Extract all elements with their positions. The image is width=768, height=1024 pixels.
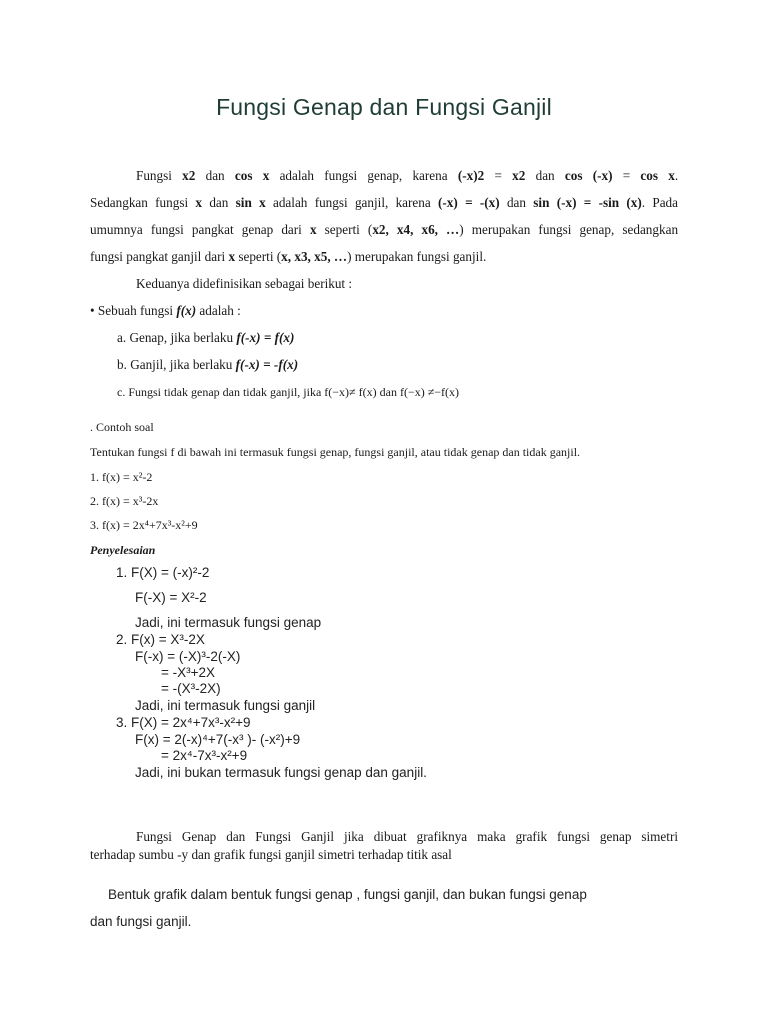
term-cosnegx: cos (-x): [564, 168, 613, 183]
intro-line-5: Keduanya didefinisikan sebagai berikut :: [136, 276, 353, 291]
intro-text: Fungsi: [136, 168, 172, 183]
term-odd-set: x, x3, x5, …: [281, 249, 348, 264]
term-even-set: x2, x4, x6, …: [372, 222, 460, 237]
term-negx2: (-x)2: [457, 168, 485, 183]
intro-text: ) merupakan fungsi genap, sedangkan: [459, 222, 679, 237]
term-fx: f(x): [176, 303, 197, 318]
solution-2-line-2: F(-x) = (-X)³-2(-X): [135, 649, 241, 664]
rule-even: f(-x) = f(x): [236, 330, 295, 345]
intro-line-1: [90, 167, 678, 185]
example-3: 3. f(x) = 2x⁴+7x³-x²+9: [90, 518, 198, 532]
rule-odd: f(-x) = -f(x): [235, 357, 299, 372]
intro-text: seperti (: [238, 249, 282, 264]
definition-bullet: [90, 302, 241, 320]
solution-3-line-2: F(x) = 2(-x)⁴+7(-x³ )- (-x²)+9: [135, 732, 301, 747]
intro-text: Sedangkan fungsi: [90, 195, 189, 210]
term-sinneg: sin (-x) = -sin (x): [533, 195, 642, 210]
intro-text: adalah fungsi ganjil, karena: [272, 195, 431, 210]
intro-line-4: [90, 248, 486, 266]
intro-text: fungsi pangkat ganjil dari: [90, 249, 226, 264]
intro-text: =: [622, 168, 631, 183]
intro-text: dan: [209, 195, 229, 210]
definition-text: b. Ganjil, jika berlaku: [117, 357, 233, 372]
intro-text: dan: [506, 195, 526, 210]
term-x: x: [195, 195, 203, 210]
intro-text: adalah fungsi genap, karena: [279, 168, 448, 183]
solution-2-line-4: = -(X³-2X): [161, 681, 221, 696]
solution-3-line-4: Jadi, ini bukan termasuk fungsi genap dan ganjil.: [135, 765, 427, 780]
term-x: x: [228, 249, 236, 264]
term-negx: (-x) = -(x): [438, 195, 500, 210]
definition-item-b: [117, 356, 298, 374]
solution-3-line-3: = 2x⁴-7x³-x²+9: [161, 748, 248, 763]
intro-text: .: [674, 168, 679, 183]
intro-text: dan: [535, 168, 555, 183]
solution-3-line-1: 3. F(X) = 2x⁴+7x³-x²+9: [116, 715, 251, 730]
intro-text: =: [494, 168, 502, 183]
solution-heading: Penyelesaian: [90, 543, 156, 557]
term-sinx: sin x: [235, 195, 266, 210]
definition-text: adalah :: [199, 303, 241, 318]
solution-2-line-5: Jadi, ini termasuk fungsi ganjil: [135, 698, 316, 713]
solution-2-line-3: = -X³+2X: [161, 665, 216, 680]
closing-para-1-line-1: Fungsi Genap dan Fungsi Ganjil jika dibuat grafiknya maka grafik fungsi genap simetri: [136, 829, 678, 844]
closing-para-2-line-1: Bentuk grafik dalam bentuk fungsi genap , fungsi ganjil, dan bukan fungsi genap: [108, 887, 587, 902]
intro-text: ) merupakan fungsi ganjil.: [347, 249, 487, 264]
closing-para-2-line-2: dan fungsi ganjil.: [90, 914, 192, 929]
term-x2: x2: [512, 168, 526, 183]
term-cosx: cos x: [640, 168, 675, 183]
solution-2-line-1: 2. F(x) = X³-2X: [116, 632, 205, 647]
example-1: 1. f(x) = x²-2: [90, 470, 153, 484]
definition-item-a: [117, 329, 294, 347]
solution-1-line-1: 1. F(X) = (-x)²-2: [116, 565, 210, 580]
solution-1-line-2: F(-X) = X²-2: [135, 590, 207, 605]
intro-line-2: [90, 194, 678, 212]
examples-prompt: Tentukan fungsi f di bawah ini termasuk fungsi genap, fungsi ganjil, atau tidak genap dan tidak ganjil.: [90, 445, 581, 459]
intro-line-3: [90, 221, 678, 239]
closing-para-1-line-2: terhadap sumbu -y dan grafik fungsi ganjil simetri terhadap titik asal: [90, 847, 452, 862]
term-x: x: [309, 222, 317, 237]
definition-text: a. Genap, jika berlaku: [117, 330, 234, 345]
intro-text: dan: [205, 168, 225, 183]
example-2: 2. f(x) = x³-2x: [90, 494, 159, 508]
solution-1-line-3: Jadi, ini termasuk fungsi genap: [135, 615, 322, 630]
page-title: Fungsi Genap dan Fungsi Ganjil: [216, 94, 552, 120]
term-x2: x2: [182, 168, 196, 183]
examples-heading: . Contoh soal: [90, 420, 154, 434]
intro-text: . Pada: [641, 195, 679, 210]
definition-item-c: c. Fungsi tidak genap dan tidak ganjil, jika f(−x)≠ f(x) dan f(−x) ≠−f(x): [117, 385, 460, 399]
term-cosx: cos x: [234, 168, 270, 183]
intro-text: umumnya fungsi pangkat genap dari: [90, 222, 302, 237]
intro-text: seperti (: [324, 222, 373, 237]
definition-text: • Sebuah fungsi: [90, 303, 174, 318]
